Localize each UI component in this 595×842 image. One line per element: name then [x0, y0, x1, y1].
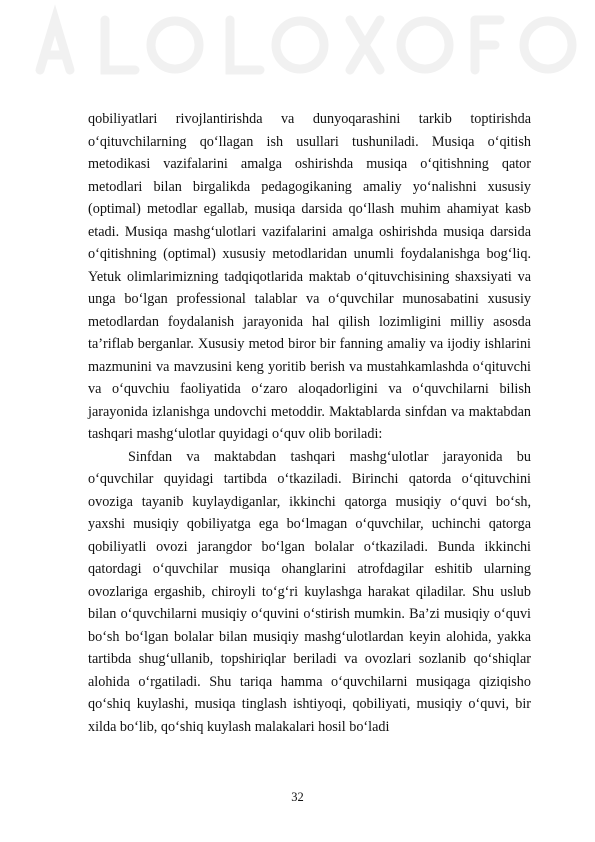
paragraph-1: qobiliyatlari rivojlantirishda va dunyoqarashini tarkib toptirishda o‘qituvchilarning qo‘llagan ish usullari tushuniladi. Musiqa o‘qitish metodikasi vazifalarini amalga oshirishda musiqa o‘qitishning qator metodlari bilan birgalikda pedagogikaning amaliy yo‘nalishni xususiy (optimal) metodlar egallab, musiqa darsida qo‘llash muhim ahamiyat kasb etadi. Musiqa mashg‘ulotlari vazifalarini amalga oshirishda musiqa darsida o‘qitishning (optimal) xususiy metodlaridan unumli foydalanishga bog‘liq. Yetuk olimlarimizning tadqiqotlarida maktab o‘qituvchisining shaxsiyati va unga bo‘lgan professional talablar va o‘quvchilar munosabatini xususiy metodlardan foydalanish jarayonida hal qilish lozimligini milliy asosda ta’riflab berganlar. Xususiy metod biror bir fanning amaliy va ijodiy ishlarini mazmunini va mavzusini keng yoritib berish va mustahkamlashda o‘qituvchi va o‘quvchiu faoliyatida o‘zaro aloqadorligini va o‘quvchilarni bilish jarayonida izlanishga undovchi metoddir. Maktablarda sinfdan va maktabdan tashqari mashg‘ulotlar quyidagi o‘quv olib boriladi: [88, 111, 531, 442]
document-body [88, 108, 531, 738]
page-number: 32 [291, 790, 304, 804]
background-watermark [0, 0, 595, 90]
paragraph-2: Sinfdan va maktabdan tashqari mashg‘ulotlar jarayonida bu o‘quvchilar quyidagi tartibda o‘tkaziladi. Birinchi qatorda o‘qituvchini ovoziga tayanib kuylaydiganlar, ikkinchi qatorga musiqiy o‘quvi bo‘sh, yaxshi musiqiy qobiliyatga ega bo‘lmagan o‘quvchilar, uchinchi qatorga qobiliyatli ovozi jarangdor bo‘lgan bolalar o‘tkaziladi. Bunda ikkinchi qatordagi o‘quvchilar musiqa ohanglarini atrofdagilar eshitib ularning ovozlariga ergashib, chiroyli to‘g‘ri kuylashga harakat qiladilar. Shu uslub bilan o‘quvchilarni musiqiy o‘quvini o‘stirish mumkin. Ba’zi musiqiy o‘quvi bo‘sh bo‘lgan bolalar bilan musiqiy mashg‘ulotlardan keyin alohida, yakka tartibda shug‘ullanib, topshiriqlar beriladi va ovozlari sozlanib qo‘shiqlar alohida o‘rgatiladi. Shu tariqa hamma o‘quvchilarni musiqaga qiziqisho qo‘shiq kuylashi, musiqa tinglash ishtiyoqi, qobiliyati, musiqiy o‘quvi, bir xilda bo‘lib, qo‘shiq kuylash malakalari hosil bo‘ladi [88, 448, 531, 735]
